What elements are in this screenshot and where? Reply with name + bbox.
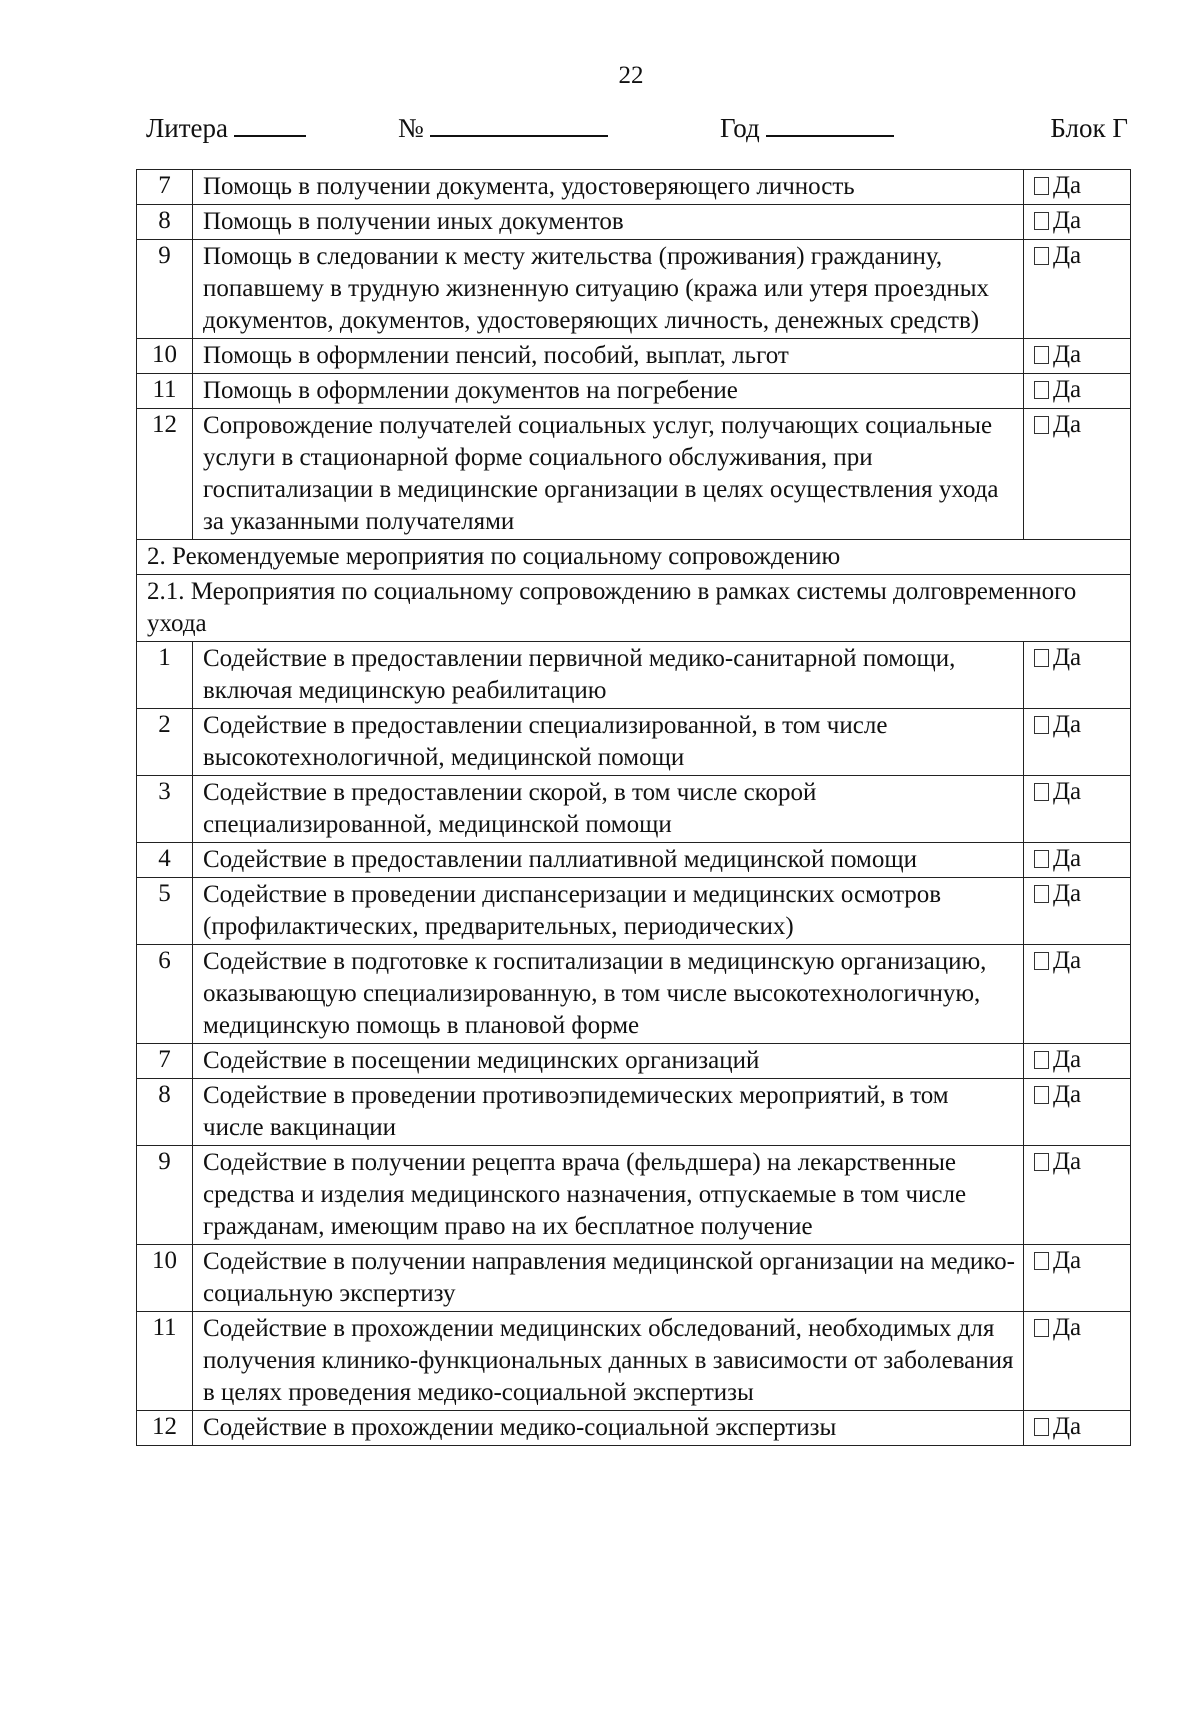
row-number: 10: [137, 339, 193, 374]
yes-checkbox-cell: [1024, 878, 1131, 945]
row-description: Содействие в подготовке к госпитализации в медицинскую организацию, оказывающую специализированную, в том числе высокотехнологичную, медицинскую помощь в плановой форме: [193, 945, 1024, 1044]
row-description: Содействие в проведении диспансеризации и медицинских осмотров (профилактических, предварительных, периодических): [193, 878, 1024, 945]
row-description: Помощь в оформлении документов на погребение: [193, 374, 1024, 409]
checkbox-label: Да: [1053, 411, 1082, 438]
number-label: №: [398, 113, 424, 143]
checkbox-label: Да: [1053, 1081, 1082, 1108]
row-description: Помощь в оформлении пенсий, пособий, выплат, льгот: [193, 339, 1024, 374]
checkbox-icon[interactable]: [1034, 177, 1049, 195]
checkbox-icon[interactable]: [1034, 346, 1049, 364]
litera-label: Литера: [146, 113, 229, 143]
checkbox-label: Да: [1053, 711, 1082, 738]
litera-input-line[interactable]: [234, 113, 306, 137]
checkbox-label: Да: [1053, 172, 1082, 199]
row-number: 9: [137, 240, 193, 339]
yes-checkbox-cell: [1024, 1079, 1131, 1146]
row-number: 2: [137, 709, 193, 776]
checkbox-label: Да: [1053, 376, 1082, 403]
yes-checkbox-cell: [1024, 843, 1131, 878]
checkbox-icon[interactable]: [1034, 1319, 1049, 1337]
row-description: Содействие в посещении медицинских организаций: [193, 1044, 1024, 1079]
group1-rows: [137, 170, 1131, 540]
table-row: [137, 1245, 1131, 1312]
yes-checkbox-cell: [1024, 374, 1131, 409]
table-row: [137, 1411, 1131, 1446]
section-row: [137, 540, 1131, 575]
row-description: Содействие в прохождении медицинских обследований, необходимых для получения клинико-функциональных данных в зависимости от заболевания в целях проведения медико-социальной экспертизы: [193, 1312, 1024, 1411]
table-row: [137, 878, 1131, 945]
row-number: 12: [137, 409, 193, 540]
row-description: Помощь в следовании к месту жительства (проживания) гражданину, попавшему в трудную жизненную ситуацию (кража или утеря проездных документов, документов, удостоверяющих личность, денежных средств): [193, 240, 1024, 339]
row-number: 12: [137, 1411, 193, 1446]
row-description: Содействие в получении направления медицинской организации на медико-социальную экспертизу: [193, 1245, 1024, 1312]
yes-checkbox-cell: [1024, 776, 1131, 843]
yes-checkbox-cell: [1024, 1411, 1131, 1446]
table-row: [137, 642, 1131, 709]
year-field: [720, 113, 894, 144]
row-number: 8: [137, 1079, 193, 1146]
yes-checkbox-cell: [1024, 409, 1131, 540]
checkbox-icon[interactable]: [1034, 381, 1049, 399]
row-number: 9: [137, 1146, 193, 1245]
row-description: Содействие в прохождении медико-социальной экспертизы: [193, 1411, 1024, 1446]
page-number: 22: [618, 62, 644, 89]
checkbox-label: Да: [1053, 1247, 1082, 1274]
checkbox-label: Да: [1053, 242, 1082, 269]
yes-checkbox-cell: [1024, 945, 1131, 1044]
row-number: 3: [137, 776, 193, 843]
row-number: 8: [137, 205, 193, 240]
checkbox-icon[interactable]: [1034, 952, 1049, 970]
table-row: [137, 776, 1131, 843]
checkbox-label: Да: [1053, 947, 1082, 974]
checkbox-label: Да: [1053, 207, 1082, 234]
checkbox-icon[interactable]: [1034, 1252, 1049, 1270]
block-label: Блок Г: [1050, 113, 1128, 143]
row-description: Содействие в предоставлении первичной медико-санитарной помощи, включая медицинскую реабилитацию: [193, 642, 1024, 709]
row-description: Содействие в предоставлении паллиативной медицинской помощи: [193, 843, 1024, 878]
checkbox-label: Да: [1053, 1046, 1082, 1073]
number-field: [398, 113, 608, 144]
row-description: Содействие в предоставлении специализированной, в том числе высокотехнологичной, медицинской помощи: [193, 709, 1024, 776]
checkbox-icon[interactable]: [1034, 716, 1049, 734]
checkbox-icon[interactable]: [1034, 850, 1049, 868]
checkbox-icon[interactable]: [1034, 1153, 1049, 1171]
checkbox-icon[interactable]: [1034, 212, 1049, 230]
litera-field: [146, 113, 306, 144]
number-input-line[interactable]: [430, 113, 608, 137]
row-description: Содействие в получении рецепта врача (фельдшера) на лекарственные средства и изделия медицинского назначения, отпускаемые в том числе гражданам, имеющим право на их бесплатное получение: [193, 1146, 1024, 1245]
row-number: 5: [137, 878, 193, 945]
checkbox-label: Да: [1053, 778, 1082, 805]
table-row: [137, 240, 1131, 339]
table-row: [137, 843, 1131, 878]
section-headers: [137, 540, 1131, 642]
table-row: [137, 205, 1131, 240]
checkbox-icon[interactable]: [1034, 247, 1049, 265]
checkbox-label: Да: [1053, 880, 1082, 907]
checkbox-icon[interactable]: [1034, 416, 1049, 434]
checkbox-icon[interactable]: [1034, 1086, 1049, 1104]
yes-checkbox-cell: [1024, 240, 1131, 339]
row-number: 4: [137, 843, 193, 878]
group2-rows: [137, 642, 1131, 1446]
table-row: [137, 339, 1131, 374]
yes-checkbox-cell: [1024, 205, 1131, 240]
checkbox-icon[interactable]: [1034, 1051, 1049, 1069]
checkbox-icon[interactable]: [1034, 649, 1049, 667]
yes-checkbox-cell: [1024, 339, 1131, 374]
yes-checkbox-cell: [1024, 709, 1131, 776]
table-row: [137, 1146, 1131, 1245]
row-number: 11: [137, 374, 193, 409]
yes-checkbox-cell: [1024, 1245, 1131, 1312]
yes-checkbox-cell: [1024, 170, 1131, 205]
table-row: [137, 1079, 1131, 1146]
checkbox-label: Да: [1053, 845, 1082, 872]
checkbox-label: Да: [1053, 341, 1082, 368]
checkbox-label: Да: [1053, 1413, 1082, 1440]
row-description: Содействие в предоставлении скорой, в том числе скорой специализированной, медицинской помощи: [193, 776, 1024, 843]
row-description: Помощь в получении иных документов: [193, 205, 1024, 240]
checkbox-icon[interactable]: [1034, 783, 1049, 801]
table-row: [137, 170, 1131, 205]
row-description: Помощь в получении документа, удостоверяющего личность: [193, 170, 1024, 205]
section-2-title: 2. Рекомендуемые мероприятия по социальному сопровождению: [137, 540, 1131, 575]
row-number: 7: [137, 170, 193, 205]
yes-checkbox-cell: [1024, 1044, 1131, 1079]
year-label: Год: [720, 113, 760, 143]
yes-checkbox-cell: [1024, 1146, 1131, 1245]
table-row: [137, 1044, 1131, 1079]
section-row: [137, 575, 1131, 642]
form-header: [146, 113, 1128, 147]
yes-checkbox-cell: [1024, 642, 1131, 709]
yes-checkbox-cell: [1024, 1312, 1131, 1411]
row-number: 1: [137, 642, 193, 709]
row-number: 10: [137, 1245, 193, 1312]
row-number: 6: [137, 945, 193, 1044]
measures-table: [136, 169, 1131, 1446]
table-row: [137, 1312, 1131, 1411]
table-row: [137, 409, 1131, 540]
row-description: Содействие в проведении противоэпидемических мероприятий, в том числе вакцинации: [193, 1079, 1024, 1146]
table-row: [137, 945, 1131, 1044]
row-number: 7: [137, 1044, 193, 1079]
section-2-1-title: 2.1. Мероприятия по социальному сопровождению в рамках системы долговременного ухода: [137, 575, 1131, 642]
checkbox-label: Да: [1053, 1148, 1082, 1175]
checkbox-label: Да: [1053, 644, 1082, 671]
year-input-line[interactable]: [766, 113, 894, 137]
checkbox-icon[interactable]: [1034, 885, 1049, 903]
checkbox-icon[interactable]: [1034, 1418, 1049, 1436]
table-row: [137, 374, 1131, 409]
table-row: [137, 709, 1131, 776]
checkbox-label: Да: [1053, 1314, 1082, 1341]
row-description: Сопровождение получателей социальных услуг, получающих социальные услуги в стационарной форме социального обслуживания, при госпитализации в медицинские организации в целях осуществления ухода за указанными получателями: [193, 409, 1024, 540]
row-number: 11: [137, 1312, 193, 1411]
